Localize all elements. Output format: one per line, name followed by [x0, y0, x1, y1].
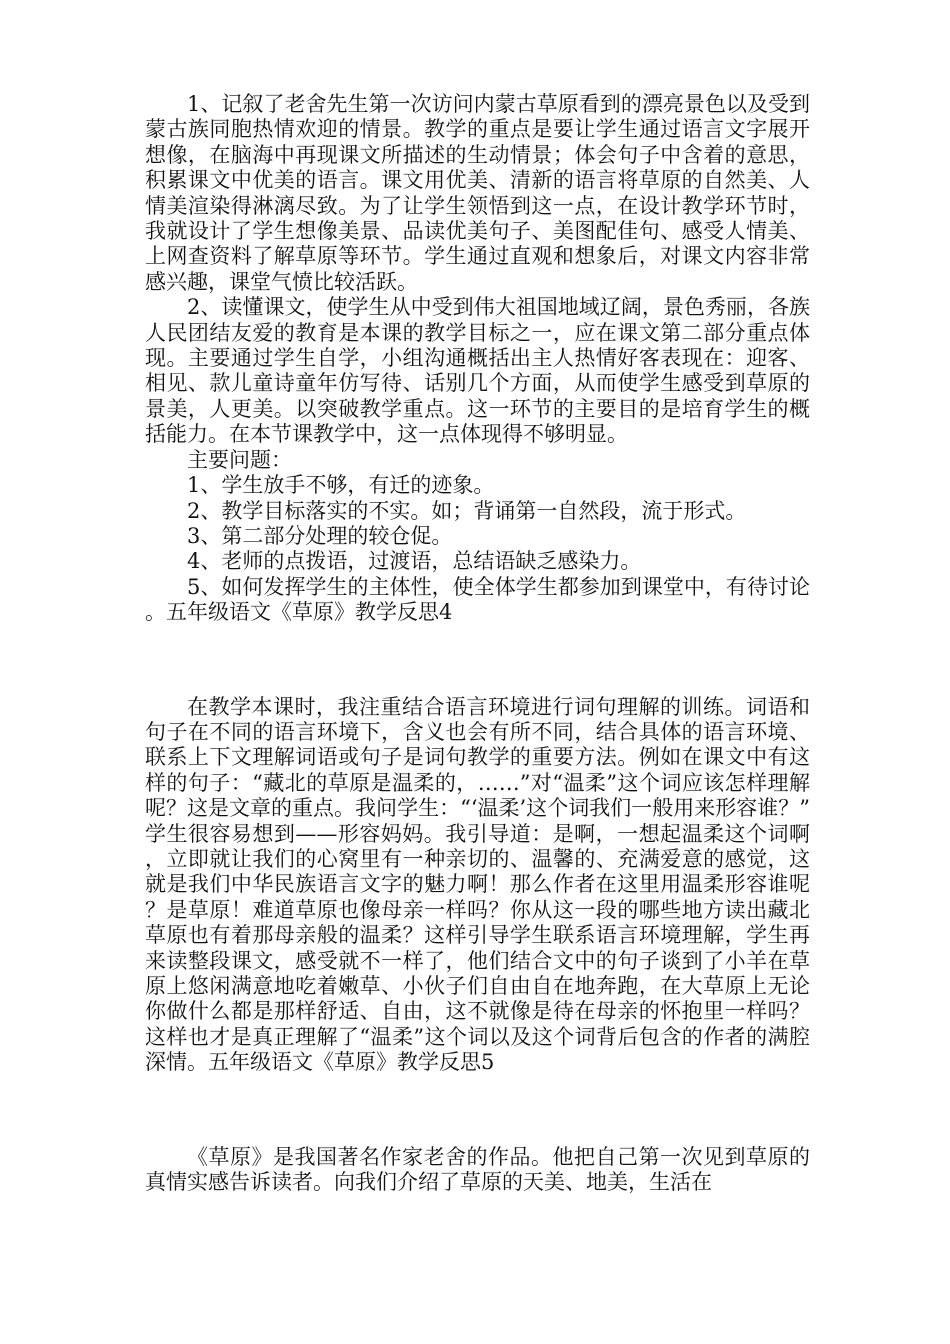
document-page — [145, 92, 810, 1195]
problem-item-2: 2、教学目标落实的不实。如；背诵第一自然段，流于形式。 — [187, 498, 747, 523]
problem-item-5: 5、如何发挥学生的主体性，使全体学生都参加到课堂中，有待讨论。五年级语文《草原》教学反思4 — [145, 574, 810, 625]
problem-item-4: 4、老师的点拨语，过渡语，总结语缺乏感染力。 — [187, 549, 642, 574]
section-spacer — [145, 1076, 810, 1145]
paragraph-reflection-1: 1、记叙了老舍先生第一次访问内蒙古草原看到的漂亮景色以及受到蒙古族同胞热情欢迎的情景。教学的重点是要让学生通过语言文字展开想像，在脑海中再现课文所描述的生动情景；体会句子中含着的意思，积累课文中优美的语言。课文用优美、清新的语言将草原的自然美、人情美渲染得淋漓尽致。为了让学生领悟到这一点，在设计教学环节时，我就设计了学生想像美景、品读优美句子、美图配佳句、感受人情美、上网查资料了解草原等环节。学生通过直观和想象后，对课文内容非常感兴趣，课堂气愤比较活跃。 — [145, 92, 810, 294]
paragraph-reflection-5: 《草原》是我国著名作家老舍的作品。他把自己第一次见到草原的真情实感告诉读者。向我们介绍了草原的天美、地美，生活在 — [145, 1144, 810, 1195]
paragraph-reflection-4: 在教学本课时，我注重结合语言环境进行词句理解的训练。词语和句子在不同的语言环境下，含义也会有所不同，结合具体的语言环境、联系上下文理解词语或句子是词句教学的重要方法。例如在课文中有这样的句子：“藏北的草原是温柔的，……”对“温柔”这个词应该怎样理解呢？这是文章的重点。我问学生：“‘温柔’这个词我们一般用来形容谁？”学生很容易想到——形容妈妈。我引导道：是啊，一想起温柔这个词啊，立即就让我们的心窝里有一种亲切的、温馨的、充满爱意的感觉，这就是我们中华民族语言文字的魅力啊！那么作者在这里用温柔形容谁呢？是草原！难道草原也像母亲一样吗？你从这一段的哪些地方读出藏北草原也有着那母亲般的温柔？这样引导学生联系语言环境理解，学生再来读整段课文，感受就不一样了，他们结合文中的句子谈到了小羊在草原上悠闲满意地吃着嫩草、小伙子们自由自在地奔跑，在大草原上无论你做什么都是那样舒适、自由，这不就像是待在母亲的怀抱里一样吗？这样也才是真正理解了“温柔”这个词以及这个词背后包含的作者的满腔深情。五年级语文《草原》教学反思5 — [145, 694, 810, 1075]
problem-item-1: 1、学生放手不够，有迁的迹象。 — [187, 473, 495, 498]
paragraph-reflection-2: 2、读懂课文，使学生从中受到伟大祖国地域辽阔，景色秀丽，各族人民团结友爱的教育是本课的教学目标之一，应在课文第二部分重点体现。主要通过学生自学，小组沟通概括出主人热情好客表现在：迎客、相见、款儿童诗童年仿写待、话别几个方面，从而使学生感受到草原的景美，人更美。以突破教学重点。这一环节的主要目的是培育学生的概括能力。在本节课教学中，这一点体现得不够明显。 — [145, 295, 810, 447]
main-problems-heading: 主要问题： — [187, 447, 292, 472]
section-spacer — [145, 626, 810, 695]
problem-item-3: 3、第二部分处理的较仓促。 — [187, 523, 453, 548]
